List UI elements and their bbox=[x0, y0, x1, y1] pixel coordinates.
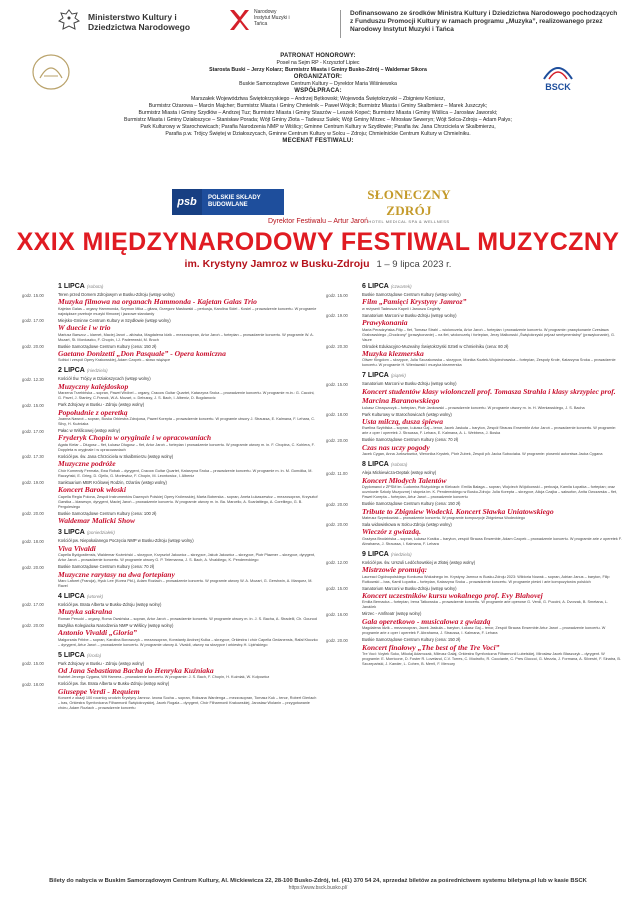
event-time: godz. 17.00 bbox=[22, 318, 44, 324]
event-time: godz. 18.00 bbox=[22, 538, 44, 544]
event-time: godz. 17.00 bbox=[22, 602, 44, 608]
polish-eagle-icon bbox=[58, 8, 80, 34]
website-link[interactable]: https://www.bsck.busko.pl/ bbox=[288, 885, 348, 891]
ministry-name: Ministerstwo Kultury i Dziedzictwa Narodowego bbox=[88, 12, 191, 32]
nimit-name: Narodowy Instytut Muzyki i Tańca bbox=[254, 9, 290, 28]
program-event bbox=[22, 428, 318, 453]
festival-subtitle-name: im. Krystyny Jamroz w Busku-Zdroju bbox=[184, 258, 370, 270]
honorary-patron-2: Starosta Buski – Jerzy Kolarz; Burmistrz Miasta i Gminy Busko-Zdrój – Waldemar Sikora bbox=[209, 67, 427, 74]
event-body bbox=[58, 454, 318, 479]
event-venue: Miejsko-Gminne Centrum Kultury w Szydłowie (wstęp wolny) bbox=[58, 317, 171, 323]
festival-director: Dyrektor Festiwalu – Artur Jaroń bbox=[268, 218, 368, 225]
event-venue: Park Zdrojowy w Busku - Zdroju (wstęp wolny) bbox=[58, 402, 145, 408]
event-title: Antonio Vivaldi „Gloria” bbox=[58, 628, 137, 638]
program-event bbox=[22, 681, 318, 711]
event-body bbox=[362, 501, 622, 521]
event-venue: Kościół pw. Niepokalanego Poczęcia NMP w Busku-Zdroju (wstęp wolny) bbox=[58, 538, 194, 544]
event-venue: Buskie Samorządowe Centrum Kultury (cena: 150 zł) bbox=[362, 637, 461, 643]
program-event bbox=[22, 480, 318, 510]
event-details: Tre Voci: Voytek Soko, Mikołaj Adamczak, Mileusz Gałaj, Orkiestra Symfoniczna Filharmonii Lubelskiej, Mirosław Jacek Błaszczyk – dyrygent. W programie: E. Morricone, D. Foster R. Loveland, C.V. Torres, C. Modroño, R. Cocciante, C. Pres Gioccoi, G. Mezzia, J. Formana, A. Silvestri, F. Sinatra, B. Szczepański, J. Kander, L. Cohen, B. Merril, F. Mercury bbox=[362, 651, 621, 666]
event-body bbox=[362, 344, 622, 369]
event-title: Koncert uczestników kursu wokalnego prof. Evy Blahovej bbox=[362, 590, 543, 600]
event-details: Dyplomanci z ZPSM im. Ludomira Różyckiego w Kielcach: Emilia Bałaga – sopran, Wojciech Wójcikowski – perkusja, Kamila Łopatka – fortepian; oraz uczniowie Szkoły Muzycznej I stopnia im. K. Pendereckiego w Busku-Zdroju: Julia Korepta – skrzypce, Alicja Czajka – saksofon, Anita Owczarska – flet, Paweł Korepta – fortepian, Artur Jaroń – prowadzenie koncertu bbox=[362, 485, 618, 500]
event-details: Chór Komendy Fermata, Ewa Robak – dyrygent, Cracow Guitar Quartet, Katarzyna Sroka – prowadzenie koncertu. W programie m. in. M. Gomółka, M. Raczyński, E. Grieg, D. Gjeilo, G. Morlewicz, F. Chopin, M. Leontowicz, I. Albeniz bbox=[58, 468, 313, 478]
event-body bbox=[58, 480, 318, 510]
event-time: godz. 15.00 bbox=[22, 292, 44, 298]
honorary-patronage-label: PATRONAT HONOROWY: bbox=[280, 53, 356, 59]
cooperation-line: Parafia p.w. Trójcy Świętej w Działoszycach, Gminne Centrum Kultury w Solcu – Zdroju; Chmielnickie Centrum Kultury w Chmielniku. bbox=[165, 131, 471, 138]
program-event bbox=[326, 522, 622, 547]
event-venue: Kościół pw. Św. Brata Alberta w Busku-Zdroju (wstęp wolny) bbox=[58, 681, 170, 687]
day-date: 9 LIPCA bbox=[362, 550, 389, 558]
event-body bbox=[362, 611, 622, 636]
event-details: w reżyserii Tadeusza Kapeli i Janusza Cegiełły bbox=[362, 306, 441, 311]
event-body bbox=[58, 538, 318, 563]
event-body bbox=[58, 602, 318, 622]
event-body bbox=[58, 292, 318, 317]
event-time: godz. 20.00 bbox=[326, 522, 348, 528]
event-venue: Buskie Samorządowe Centrum Kultury (cena: 150 zł) bbox=[58, 343, 157, 349]
event-body bbox=[362, 586, 622, 611]
program-event bbox=[22, 402, 318, 427]
event-body bbox=[362, 292, 622, 312]
event-time: godz. 19.00 bbox=[22, 480, 44, 486]
day-heading bbox=[22, 651, 318, 660]
program-day bbox=[22, 651, 318, 712]
event-title: Waldemar Malicki Show bbox=[58, 515, 136, 525]
event-details: Małgorzata Fribbe – sopran, Karolina Borowczyk – mezzosopran, Konstanty Andrzej Kulka – skrzypce, Orkiestra i chór Capella Gedanensis, Rafał Kłoczko – dyrygent, Artur Jaroń – prowadzenie koncertu. W programie utwory A. Vivaldi, utwory na skrzypce i orkiestrę H. Lipińskiego bbox=[58, 637, 318, 647]
event-details: Joanna Nawrot – sopran, Buska Orkiestra Zdrojowa, Paweł Korepta – prowadzenie koncertu. W programie utwory J. Straussa, E. Kalmana, F. Lehara, C. Silvy, H. Kuźniaka bbox=[58, 417, 316, 427]
cooperation-label: WSPÓŁPRACA: bbox=[294, 88, 342, 95]
event-title: Gaetano Donizetti „Don Pasquale” - Opera komiczna bbox=[58, 349, 226, 359]
day-heading bbox=[22, 366, 318, 375]
psb-mark: psb bbox=[172, 189, 202, 215]
event-venue: Sanatorium Marconi w Busku-Zdroju (wstęp wolny) bbox=[362, 585, 457, 591]
event-time: godz. 20.00 bbox=[326, 437, 348, 443]
event-time: godz. 15.00 bbox=[326, 381, 348, 387]
event-title: Fryderyk Chopin w oryginale i w opracowaniach bbox=[58, 433, 212, 443]
program-day bbox=[326, 550, 622, 667]
event-details: Agata Kielar – Długosz – flet, Łukasz Długosz – flet, Artur Jaroń – fortepian i prowadzenie koncertu. W programie utwory m. in. F. Chopina, C. Kohlera, F. Doppleta w oryginale i w opracowaniach bbox=[58, 442, 315, 452]
day-date: 7 LIPCA bbox=[362, 372, 389, 380]
program-event bbox=[326, 437, 622, 457]
event-body bbox=[362, 522, 622, 547]
day-heading bbox=[326, 460, 622, 469]
event-venue: Buskie Samorządowe Centrum Kultury (cena: 70 zł) bbox=[362, 437, 459, 443]
event-body bbox=[362, 412, 622, 437]
event-time: godz. 11.00 bbox=[326, 470, 348, 476]
cooperation-line: Burmistrz Miasta i Gminy Działoszyce – Stanisław Porada; Wójt Gminy Złota – Tadeusz Sułek; Wójt Gminy Mirzec – Mirosław Seweryn; Wójt Solca-Zdroju – Adam Pałys; bbox=[124, 116, 512, 123]
event-title: Koncert Barok włoski bbox=[58, 485, 126, 495]
event-time: godz. 18.00 bbox=[22, 681, 44, 687]
day-date: 1 LIPCA bbox=[58, 283, 85, 290]
day-date: 5 LIPCA bbox=[58, 651, 85, 659]
event-venue: Park Kulturowy w Starochowicach (wstęp wolny) bbox=[362, 411, 452, 417]
honorary-patron-1: Poseł na Sejm RP - Krzysztof Lipiec bbox=[276, 60, 360, 67]
event-details: Capella Bydgostiensis, Waldemar Koźmiński – skrzypce, Krzysztof Jakowicz – skrzypce, Jakub Jakowicz – skrzypce, Piotr Pławner – skrzypce, dyrygent, Artur Jaroń – prowadzenie koncertu. W programie utwory G. P. Telemanna, J. S. Bach, A. Vivaldiego, K. Pendereckiego bbox=[58, 553, 316, 563]
day-of-week: (piątek) bbox=[390, 373, 406, 379]
day-heading bbox=[22, 592, 318, 601]
event-body bbox=[58, 402, 318, 427]
event-details: Emilia Bernacka – fortepian, Irena Tatkowska – prowadzenie koncertu. W programie arie operowe G. Verdi, G. Puccini, A. Dvorzak, B. Smetana, L. Janáček bbox=[362, 600, 608, 610]
program-event bbox=[326, 560, 622, 585]
event-time: godz. 12.00 bbox=[326, 560, 348, 566]
program-event bbox=[22, 602, 318, 622]
program-event bbox=[326, 586, 622, 611]
event-details: Kajetan Galas – organy Hammonda, Szymon Mika – gitara, Grzegorz Masłowski – perkusja, Karolina Sidel - Kosiel – prowadzenie koncertu. W programie największe przeboje muzyki filmowej i jazzowe standardy bbox=[58, 306, 317, 316]
event-title: Giuseppe Verdi - Requiem bbox=[58, 686, 140, 696]
event-time: godz. 19.00 bbox=[326, 313, 348, 319]
event-details: Magdalena Idzik – mezzosopran, Jacek Jaskuła – baryton, Łukasz Gaj – tenor, Zespół Strauss Ensemble Artur Jaroń – prowadzenie koncertu. W programie arie z oper i operetek F. Abrahama, J. Straussa, I. Kalmana, F. Lehara bbox=[362, 626, 606, 636]
event-time: godz. 15.00 bbox=[326, 292, 348, 298]
program-event bbox=[326, 412, 622, 437]
event-details: Grażyna Brodzińska – sopran, Łukasz Kostka – baryton, zespół Strauss Ensemble, Adam Czopek – prowadzenie koncertu. W programie arie z operetek F. Abrahama, J. Straussa, I. Kalmana, F. Lehara bbox=[362, 536, 622, 546]
event-venue: Buskie Samorządowe Centrum Kultury (cena: 150 zł) bbox=[362, 501, 461, 507]
event-title: Mistrzowie promują: bbox=[362, 565, 428, 575]
program-event bbox=[22, 538, 318, 563]
event-time: godz. 20.00 bbox=[22, 623, 44, 629]
event-body bbox=[58, 623, 318, 648]
cooperation-line: Park Kulturowy w Starochowicach; Parafia Narodzenia NMP w Wiślicy; Gminne Centrum Kultury w Szydłowie; Parafia św. Jana Chrzciciela w Skalbmierzu, bbox=[140, 123, 496, 130]
event-venue: Buskie Samorządowe Centrum Kultury (cena: 70 zł) bbox=[58, 564, 155, 570]
event-title: Muzyczne podróże bbox=[58, 459, 116, 469]
sloneczny-zdroj-name: SŁONECZNY ZDRÓJ bbox=[367, 187, 451, 218]
ticket-info: Bilety do nabycia w Buskim Samorządowym Centrum Kultury, Al. Mickiewicza 22, 28-100 Busko-Zdrój, tel. (41) 370 54 24, sprzedaż biletów za pośrednictwem systemu biletyna.pl lub w kasie BSCK bbox=[49, 878, 587, 884]
program-event bbox=[22, 454, 318, 479]
event-title: Usta milczą, dusza śpiewa bbox=[362, 417, 444, 427]
program-event bbox=[326, 501, 622, 521]
event-title: Muzyka sakralna bbox=[58, 607, 113, 617]
event-body bbox=[362, 437, 622, 457]
event-details: Marc Laforet (Francja), Hyuk Lee (Korea Płd.), Adam Rozlach – prowadzenie koncertu. W programie utwory W. A. Mozart, G. Gershwin, A. Marquez, M. Ravel bbox=[58, 578, 313, 588]
festival-dates: 1 – 9 lipca 2023 r. bbox=[376, 259, 452, 270]
event-venue: Sala widowiskowa w Solcu-Zdroju (wstęp wolny) bbox=[362, 521, 452, 527]
program-event bbox=[22, 511, 318, 526]
cooperation-line: Burmistrz Miasta i Gminy Szydłów – Andrzej Tuz; Burmistrz Miasta i Gminy Staszów – Leszek Kopeć; Burmistrz Miasta i Gminy Wiślica – Jarosław Jaworski; bbox=[138, 109, 498, 116]
event-body bbox=[362, 381, 622, 410]
event-details: Koncert z okazji 100 rocznicy urodzin Krystyny Jamroz. Iwona Socha – sopran, Roksana Wardenga – mezzosopran, Tomasz Kuk – tenor, Robert Gierlach – bas, Orkiestra Symfoniczna Filharmonii Świętokrzyskiej, Jacek Rogala – dyrygent, Chór Filharmonii Krakowskiej, Jarosław Wolanin – przygotowanie chóru, Adam Rozlach – prowadzenie koncertu bbox=[58, 696, 317, 711]
event-details: Laureaci Ogólnopolskiego Konkursu Wokalnego im. Krystyny Jamroz w Busku-Zdroju 2023: Wiktoria Nowak – sopran, Adrian Janus – baryton, Filip Rutkowski – bas, Kamil Łopatka – fortepian, Katarzyna Sroka – prowadzenie koncertu. W programie pieśni i arie kompozytorów polskich bbox=[362, 574, 610, 584]
program-day bbox=[326, 460, 622, 546]
event-title: W duecie i w trio bbox=[58, 323, 111, 333]
event-details: Ewelina Szybilska – sopran, Łukasz Gaj – tenor, Jacek Jaskuła – baryton, Zespół Strauss Ensemble Artur Jaroń – prowadzenie koncertu. W programie: arie z oper i operetek J. Straussa, F. Lehara, E. Kalmana, A. L. Webbera, J. Boska bbox=[362, 426, 617, 436]
event-time: godz. 20.00 bbox=[22, 511, 44, 516]
event-title: Tribute to Zbigniew Wodecki. Koncert Sławka Uniatowskiego bbox=[362, 506, 554, 516]
header bbox=[0, 0, 636, 50]
festival-title: XXIX MIĘDZYNARODOWY FESTIWAL MUZYCZNY bbox=[16, 228, 620, 256]
day-date: 2 LIPCA bbox=[58, 367, 85, 375]
event-venue: Bazylika Kolegiacka Narodzenia NMP w Wiślicy (wstęp wolny) bbox=[58, 622, 174, 628]
event-title: Wieczór z gwiazdą. bbox=[362, 527, 421, 537]
event-title: Muzyka klezmerska bbox=[362, 349, 424, 359]
event-details: Maria Peradzyńska-Filip – flet, Tomasz Strahl – wiolonczela, Artur Jaroń – fortepian i prowadzenie koncertu. W programie: prawykonanie Czesława Grabowskiego „Chodzony” (prawykonanie) – na flet, wiolonczelę i fortepian, Jerzy Małkowski „Świętokrzyski pejzaż sentymentalny” (prawykonanie), G. Vaure bbox=[362, 327, 616, 342]
event-time: godz. 15.00 bbox=[22, 402, 44, 408]
program-event bbox=[22, 344, 318, 364]
event-time: godz. 15.00 bbox=[326, 586, 348, 592]
event-venue: Ośrodek Edukacyjno-Muzealny Świętokrzyski Sztetl w Chmielniku (cena: 80 zł) bbox=[362, 343, 509, 349]
event-title: Gala operetkowo - musicalowa z gwiazdą bbox=[362, 616, 491, 626]
day-of-week: (czwartek) bbox=[390, 284, 412, 289]
program-event bbox=[326, 611, 622, 636]
program-event bbox=[22, 661, 318, 681]
day-date: 4 LIPCA bbox=[58, 592, 85, 600]
event-details: Oliwer Kingdom – skrzypce, Julia Szczakowska – skrzypce, Monika Kozłek-Wojciechowska – fortepian, Zespoły Krole, Katarzyna Sroka – prowadzenie koncertu. W programie H. Wieniawski i muzyka klezmerska bbox=[362, 358, 616, 368]
event-venue: Kościół pw. św. Urszuli Ledóchowskiej w Złotej (wstęp wolny) bbox=[362, 559, 476, 565]
program-event bbox=[326, 381, 622, 410]
psb-sponsor-logo bbox=[172, 189, 284, 215]
program-day bbox=[22, 592, 318, 648]
event-body bbox=[362, 637, 622, 667]
event-venue: Kościół pw. św. Jana Chrzciciela w Skalbmierzu (wstęp wolny) bbox=[58, 453, 174, 459]
program-day bbox=[22, 366, 318, 525]
event-title: Od Jana Sebastiana Bacha do Henryka Kuźniaka bbox=[58, 665, 214, 675]
program-column-right bbox=[326, 280, 622, 670]
event-time: godz. 20.00 bbox=[22, 344, 44, 350]
program-event bbox=[326, 313, 622, 343]
day-heading bbox=[22, 282, 318, 291]
day-of-week: (sobota) bbox=[86, 284, 104, 289]
event-details: Łukasz Chrzęszczyk – fortepian, Piotr Jankowski – prowadzenie koncertu. W programie utwory m. in. H. Wieniawskiego, J. S. Bacha bbox=[362, 405, 585, 410]
event-venue: Buskie Samorządowe Centrum Kultury (wstęp wolny) bbox=[362, 292, 461, 297]
event-venue: Park Zdrojowy w Busku - Zdroju (wstęp wolny) bbox=[58, 660, 145, 666]
day-heading bbox=[22, 528, 318, 537]
event-details: Kwintet Jerzego Cygana, Wit Hamera – prowadzenie koncertu. W programie: J. S. Bach, F. Chopin, H. Kuźniak, W. Kulpowicz bbox=[58, 675, 270, 680]
program-event bbox=[326, 637, 622, 667]
header-divider bbox=[340, 10, 341, 38]
funding-note: Dofinansowano ze środków Ministra Kultury i Dziedzictwa Narodowego pochodzących z Funduszu Promocji Kultury w ramach programu „Muzyka”, realizowanego przez Narodowy Instytut Muzyki i Tańca bbox=[350, 10, 618, 33]
program-event bbox=[22, 564, 318, 589]
event-time: godz. 20.00 bbox=[22, 564, 44, 570]
day-of-week: (poniedziałek) bbox=[86, 530, 115, 536]
event-time: godz. 20.30 bbox=[326, 344, 348, 350]
event-body bbox=[362, 313, 622, 343]
event-title: Muzyka filmowa na organach Hammonda - Kajetan Galas Trio bbox=[58, 297, 257, 307]
event-title: Muzyczny kalejdoskop bbox=[58, 381, 129, 391]
event-details: Jacek Cygan, Anna Jurksztowicz, Weronika Krystek, Piotr Zubek, Zespół p/k Jacka Subociaka. W programie: piosenki autorstwa Jacka Cygana bbox=[362, 452, 603, 457]
event-venue: Sanatorium Marconi w Busku-Zdroju (wstęp wolny) bbox=[362, 381, 457, 387]
day-heading bbox=[326, 550, 622, 559]
organizer: Buskie Samorządowe Centrum Kultury – Dyrektor Maria Wiśniewska bbox=[239, 81, 397, 88]
cooperation-line: Burmistrz Ożarowa – Marcin Majcher; Burmistrz Miasta i Gminy Chmielnik – Paweł Wójcik; Burmistrz Miasta i Gminy Skalbmierz – Marek Juszczyk; bbox=[148, 102, 488, 109]
event-body bbox=[362, 560, 622, 585]
event-venue: Pałac w Wiślicowej (wstęp wolny) bbox=[58, 428, 121, 434]
event-title: Prawykonania bbox=[362, 318, 408, 328]
event-venue: Mirzec - Amfiteatr (wstęp wolny) bbox=[362, 611, 422, 617]
program-day bbox=[22, 282, 318, 363]
day-date: 6 LIPCA bbox=[362, 283, 389, 290]
event-title: Film „Pamięci Krystyny Jamroz” bbox=[362, 297, 467, 307]
event-body bbox=[58, 661, 318, 681]
patrons-section bbox=[20, 53, 616, 145]
day-of-week: (niedziela) bbox=[86, 368, 108, 374]
program-event bbox=[326, 344, 622, 369]
festival-subtitle bbox=[0, 258, 636, 270]
event-body bbox=[58, 681, 318, 711]
program-day bbox=[326, 282, 622, 368]
svg-text:BSCK: BSCK bbox=[545, 82, 571, 92]
event-venue: Sanatorium Marconi w Busku-Zdroju (wstęp wolny) bbox=[362, 312, 457, 318]
event-venue: Teren przed Domem Zdrojowym w Busku-Zdroju (wstęp wolny) bbox=[58, 292, 175, 297]
program-event bbox=[22, 318, 318, 343]
day-date: 8 LIPCA bbox=[362, 461, 389, 469]
event-venue: Sanktuarium MBR Królowej Rodzin, Ożarów (wstęp wolny) bbox=[58, 479, 167, 485]
event-details: Mateusz Szymkowiak – prowadzenie koncertu. W programie kompozycje Zbigniewa Wodeckiego bbox=[362, 515, 526, 520]
event-body bbox=[362, 470, 622, 500]
cooperation-line: Marszałek Województwa Świętokrzyskiego – Andrzej Bętkowski; Wojewoda Świętokrzyski – Zbigniew Koniusz, bbox=[190, 95, 446, 102]
event-details: Roman Perucki – organy, Roma Owsińska – sopran, Artur Jaroń – prowadzenie koncertu. W programie utwory m. in. J. S. Bacha, A. Stradelli, Ch. Gounod bbox=[58, 616, 317, 621]
event-body bbox=[58, 318, 318, 343]
event-title: Czas nas uczy pogody bbox=[362, 442, 430, 452]
patron-label: MECENAT FESTIWALU: bbox=[282, 138, 354, 145]
program-day bbox=[326, 371, 622, 457]
day-of-week: (niedziela) bbox=[390, 551, 412, 557]
day-of-week: (środa) bbox=[86, 652, 102, 658]
event-time: godz. 15.00 bbox=[22, 661, 44, 667]
event-title: Koncert studentów klasy wiolonczeli prof. Tomasza Strahla i klasy skrzypiec prof. Marcina Baranowskiego bbox=[362, 386, 616, 406]
day-of-week: (sobota) bbox=[390, 462, 408, 468]
event-time: godz. 20.00 bbox=[326, 637, 348, 643]
program-event bbox=[22, 292, 318, 317]
event-title: Popołudnie z operetką bbox=[58, 407, 128, 417]
day-heading bbox=[326, 371, 622, 380]
event-title: Koncert Młodych Talentów bbox=[362, 475, 447, 485]
event-details: Soliści i zespół Opery Krakowskiej, Adam Czopek – słowo wiążące bbox=[58, 358, 171, 363]
event-time: godz. 17.00 bbox=[22, 428, 44, 434]
program-column-left bbox=[22, 280, 318, 714]
program-event bbox=[22, 376, 318, 401]
event-details: Marzena Trzebińska – sopran, Paweł Wróbel – organy, Cracow Guitar Quartet, Katarzyna Sroka – prowadzenie koncertu. W programie m.in.: G. Caccini, G. Pavel, J. Stanley, C.Franck, W.A. Mozart, c. Debussy, J. S. Bach, I. Albeniz, D. Bogdanovic bbox=[58, 391, 315, 401]
event-time: godz. 17.30 bbox=[22, 454, 44, 460]
footer bbox=[0, 868, 636, 900]
event-venue: Buskie Samorządowe Centrum Kultury (cena: 100 zł) bbox=[58, 510, 157, 516]
event-title: Koncert finałowy „The best of the Tre Voci” bbox=[362, 642, 500, 652]
event-time: godz. 16.00 bbox=[326, 611, 348, 617]
day-of-week: (wtorek) bbox=[86, 593, 104, 599]
organizer-label: ORGANIZATOR: bbox=[293, 74, 343, 81]
event-details: Capella Regia Polona, Zespół Instrumentów Dawnych Polskiej Opery Królewskiej, Marta Boberska - sopran, Aneta Łukaszewicz – mezzosopran, Krzysztof Garstka – klawesyn, dyrygent, Maciej Jaroń – prowadzenie koncertu. W programie utwory m. in. Ba. Marcello, A. Scarlattiego, A. Corelliego, G. B. Pergolesiego bbox=[58, 494, 318, 509]
event-body bbox=[58, 344, 318, 364]
event-venue: Aleja Mickiewicza-Deptak (wstęp wolny) bbox=[362, 470, 437, 476]
event-venue: Kościół Św. Trójcy w Działoszycach (wstęp wolny) bbox=[58, 376, 151, 382]
event-time: godz. 18.00 bbox=[326, 412, 348, 418]
program-event bbox=[326, 292, 622, 312]
psb-text: POLSKIE SKŁADY BUDOWLANE bbox=[208, 195, 261, 208]
program-day bbox=[22, 528, 318, 589]
event-body bbox=[58, 511, 318, 526]
day-heading bbox=[326, 282, 622, 291]
day-date: 3 LIPCA bbox=[58, 529, 85, 537]
program-event bbox=[22, 623, 318, 648]
event-title: Muzyczne rarytasy na dwa fortepiany bbox=[58, 569, 175, 579]
sloneczny-zdroj-sub: HOTEL MEDICAL SPA & WELLNESS bbox=[368, 219, 450, 224]
event-time: godz. 20.00 bbox=[326, 501, 348, 507]
event-venue: Kościół pw. Brata Alberta w Busku-Zdroju (wstęp wolny) bbox=[58, 601, 162, 607]
event-body bbox=[58, 376, 318, 401]
event-details: Mariusz Barszcz – klarnet, Maciej Jaroń – altówka, Magdalena Idzik – mezzosopran, Artur Jaroń – fortepian – prowadzenie koncertu. W programie W. A. Mozart, St. Moniuszko, F. Chopin, I.J. Paderewski, M. Bruch bbox=[58, 332, 314, 342]
event-time: godz. 12.30 bbox=[22, 376, 44, 382]
program-event bbox=[326, 470, 622, 500]
event-body bbox=[58, 564, 318, 589]
nimit-logo-icon bbox=[228, 8, 250, 34]
event-body bbox=[58, 428, 318, 453]
event-title: Viva Vivaldi bbox=[58, 543, 96, 553]
